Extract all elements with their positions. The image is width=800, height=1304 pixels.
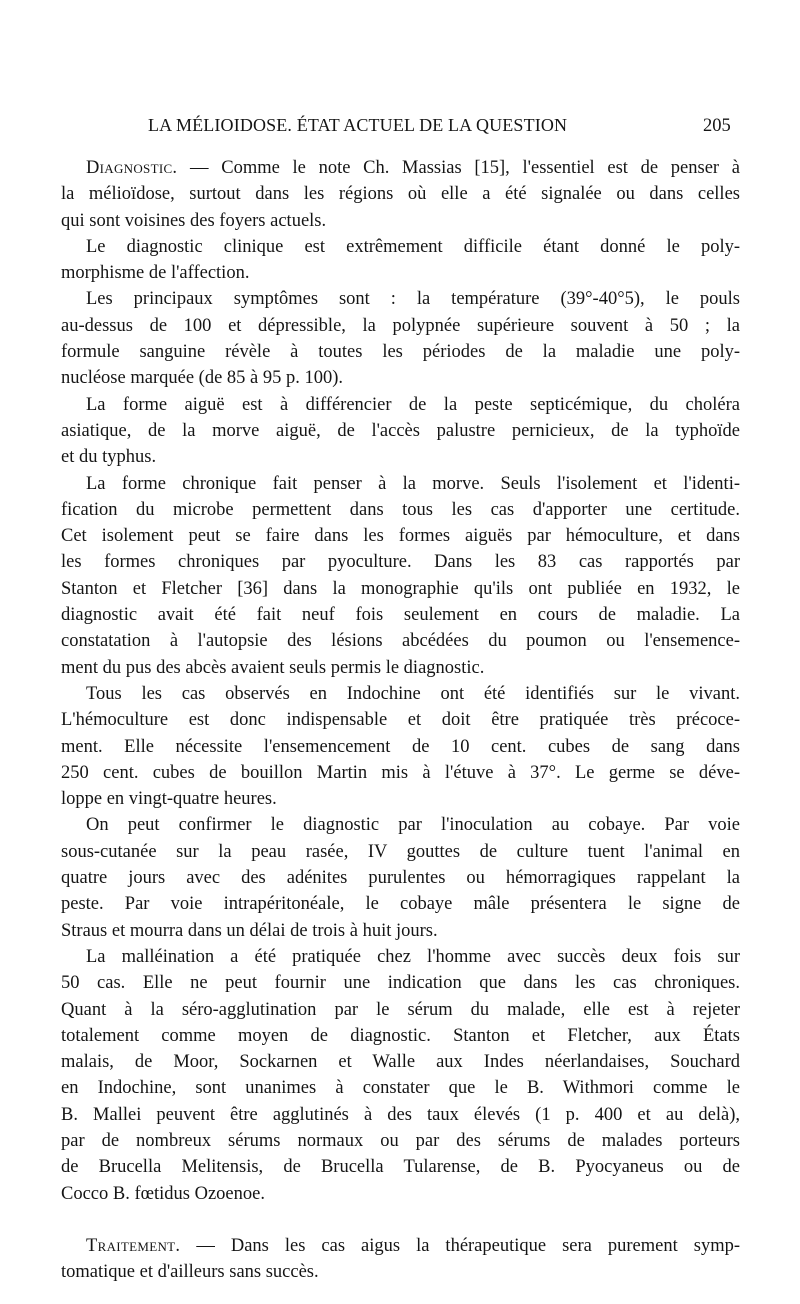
text-line: B. Mallei peuvent être agglutinés à des taux élevés (1 p. 400 et au delà), [61, 1104, 740, 1125]
text-line: fication du microbe permettent dans tous les cas d'apporter une certitude. [61, 499, 740, 520]
text-line: La malléination a été pratiquée chez l'homme avec succès deux fois sur [86, 946, 740, 967]
text-line: par de nombreux sérums normaux ou par des sérums de malades porteurs [61, 1130, 740, 1151]
text-line: 250 cent. cubes de bouillon Martin mis à l'étuve à 37°. Le germe se déve- [61, 762, 740, 783]
page-body [61, 155, 740, 1285]
text-line: La forme aiguë est à différencier de la peste septicémique, du choléra [86, 394, 740, 415]
text-line: loppe en vingt-quatre heures. [61, 789, 277, 810]
text-line: On peut confirmer le diagnostic par l'inoculation au cobaye. Par voie [86, 815, 740, 836]
text-line: diagnostic avait été fait neuf fois seulement en cours de maladie. La [61, 605, 740, 626]
text-line: constatation à l'autopsie des lésions abcédées du poumon ou l'ensemence- [61, 631, 740, 652]
text-line: Les principaux symptômes sont : la température (39°-40°5), le pouls [86, 289, 740, 310]
text-line: Traitement. — Dans les cas aigus la thérapeutique sera purement symp- [86, 1235, 740, 1256]
section-heading-traitement: Traitement. [86, 1235, 181, 1256]
text-line: Straus et mourra dans un délai de trois à huit jours. [61, 920, 438, 941]
text-line: quatre jours avec des adénites purulentes ou hémorragiques rappelant la [61, 868, 740, 889]
text-line: 50 cas. Elle ne peut fournir une indication que dans les cas chroniques. [61, 973, 740, 994]
section-gap [61, 1207, 740, 1233]
text-line: totalement comme moyen de diagnostic. Stanton et Fletcher, aux États [61, 1025, 740, 1046]
text-line: au-dessus de 100 et dépressible, la polypnée supérieure souvent à 50 ; la [61, 315, 740, 336]
text-line: Cet isolement peut se faire dans les formes aiguës par hémoculture, et dans [61, 526, 740, 547]
text-line: les formes chroniques par pyoculture. Dans les 83 cas rapportés par [61, 552, 740, 573]
page-number: 205 [703, 116, 731, 136]
text-line: malais, de Moor, Sockarnen et Walle aux Indes néerlandaises, Souchard [61, 1052, 740, 1073]
text-line: qui sont voisines des foyers actuels. [61, 210, 327, 231]
text-line: Cocco B. fœtidus Ozoenoe. [61, 1183, 265, 1204]
text-line: tomatique et d'ailleurs sans succès. [61, 1262, 319, 1283]
section-diagnostic [61, 155, 740, 1207]
text-line: la mélioïdose, surtout dans les régions où elle a été signalée ou dans celles [61, 184, 740, 205]
text-line: L'hémoculture est donc indispensable et doit être pratiquée très précoce- [61, 710, 740, 731]
text-line: morphisme de l'affection. [61, 263, 250, 284]
text-line: ment du pus des abcès avaient seuls permis le diagnostic. [61, 657, 485, 678]
text-line: asiatique, de la morve aiguë, de l'accès palustre pernicieux, de la typhoïde [61, 420, 740, 441]
text-line: en Indochine, sont unanimes à constater que le B. Withmori comme le [61, 1078, 740, 1099]
text-line: nucléose marquée (de 85 à 95 p. 100). [61, 368, 344, 389]
text-line: peste. Par voie intrapéritonéale, le cobaye mâle présentera le signe de [61, 894, 740, 915]
text-line: formule sanguine révèle à toutes les périodes de la maladie une poly- [61, 342, 740, 363]
text-line: de Brucella Melitensis, de Brucella Tularense, de B. Pyocyaneus ou de [61, 1157, 740, 1178]
text-line: Stanton et Fletcher [36] dans la monographie qu'ils ont publiée en 1932, le [61, 578, 740, 599]
text-line: Tous les cas observés en Indochine ont été identifiés sur le vivant. [86, 683, 740, 704]
text-line: Quant à la séro-agglutination par le sérum du malade, elle est à rejeter [61, 999, 740, 1020]
text-line: Diagnostic. — Comme le note Ch. Massias [15], l'essentiel est de penser à [86, 158, 740, 178]
section-traitement [61, 1233, 740, 1286]
text-line: ment. Elle nécessite l'ensemencement de 10 cent. cubes de sang dans [61, 736, 740, 757]
text-line: sous-cutanée sur la peau rasée, IV gouttes de culture tuent l'animal en [61, 841, 740, 862]
text-line: Le diagnostic clinique est extrêmement difficile étant donné le poly- [86, 236, 740, 257]
text-line: La forme chronique fait penser à la morve. Seuls l'isolement et l'identi- [86, 473, 740, 494]
text-line: et du typhus. [61, 447, 157, 468]
running-header [0, 115, 800, 139]
running-title: LA MÉLIOIDOSE. ÉTAT ACTUEL DE LA QUESTION [148, 115, 568, 135]
section-heading-diagnostic: Diagnostic. [86, 158, 178, 178]
